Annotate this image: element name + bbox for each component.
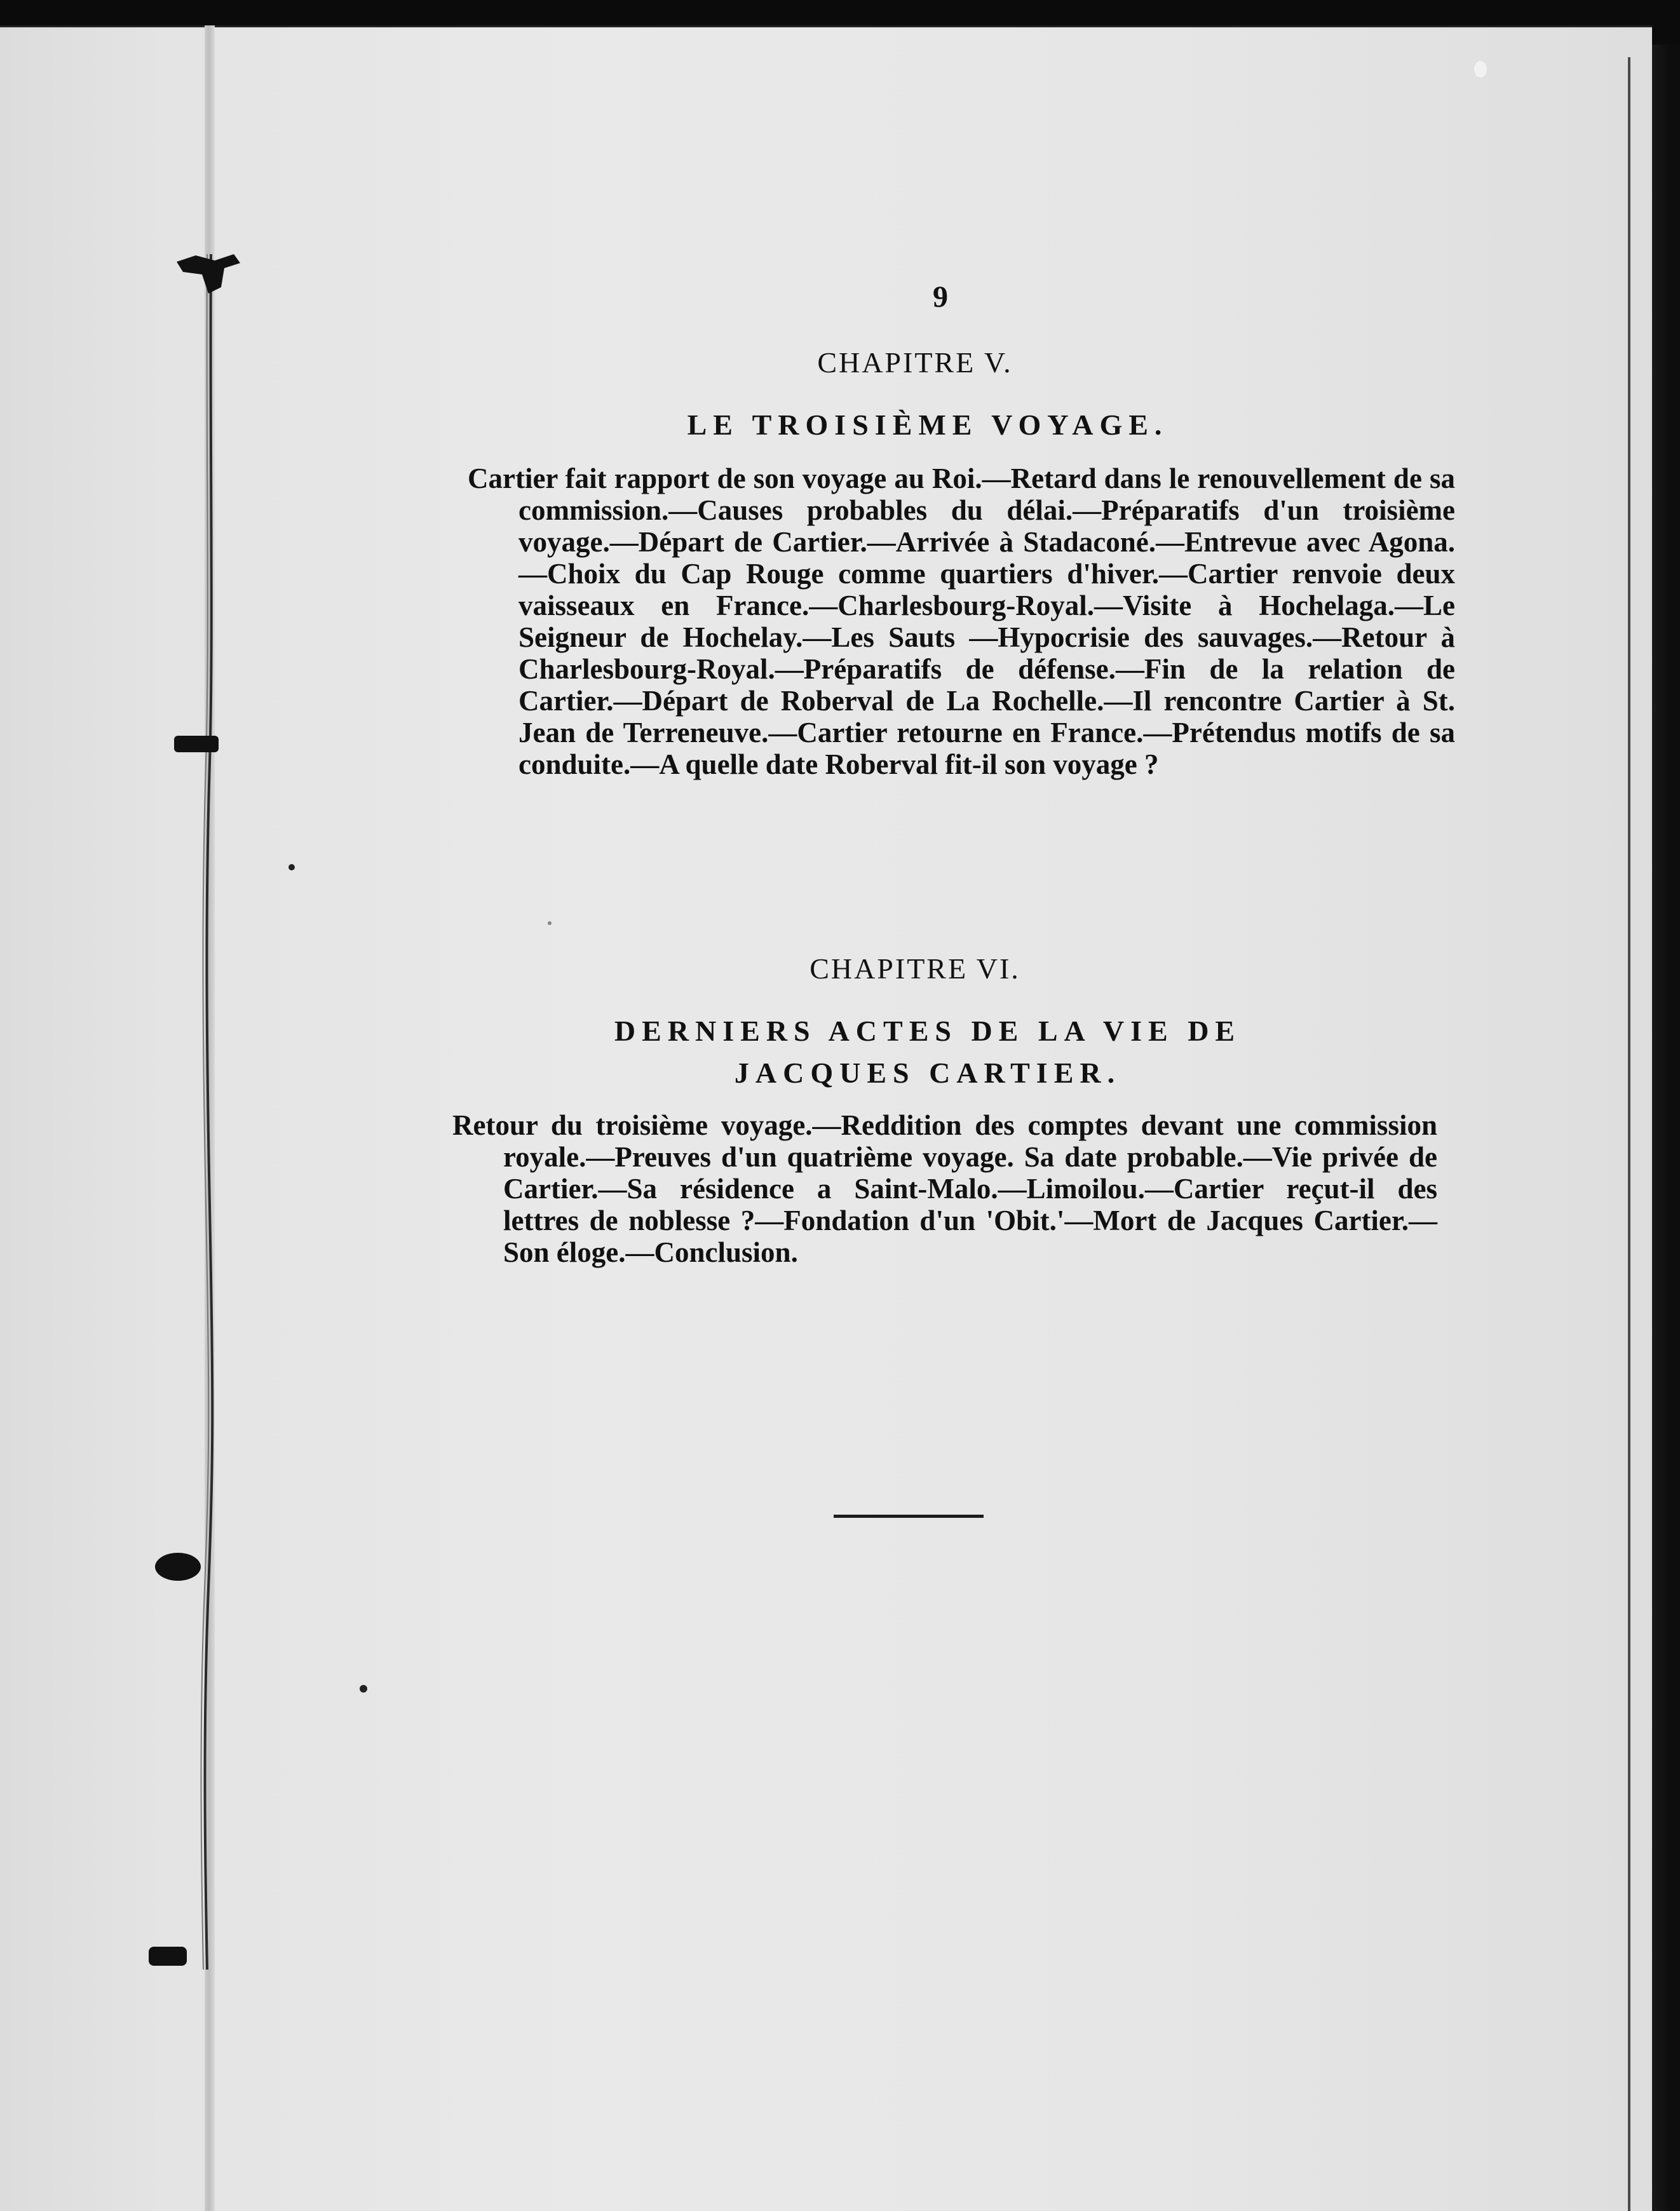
- chapter-v-title: LE TROISIÈME VOYAGE.: [687, 409, 1169, 441]
- chapter-vi-title-line-2: JACQUES CARTIER.: [734, 1057, 1121, 1089]
- page-number: 9: [933, 280, 948, 314]
- chapter-vi-heading: CHAPITRE VI.: [810, 952, 1020, 985]
- chapter-vi-summary: Retour du troisième voyage.—Reddition des comptes devant une commission royale.—Preuves d'un quatrième voyage. Sa date probable.—Vie privée de Cartier.—Sa résidence a Saint-Malo.—Limoilou.—Cartier reçut-il des lettres de noblesse ?—Fondation d'un 'Obit.'—Mort de Jacques Cartier.—Son éloge.—Conclusion.: [452, 1109, 1437, 1268]
- closing-rule: [834, 1515, 984, 1518]
- chapter-v-summary: Cartier fait rapport de son voyage au Roi.—Retard dans le renouvellement de sa commission.—Causes probables du délai.—Préparatifs d'un troisième voyage.—Départ de Cartier.—Arrivée à Stadaconé.—Entrevue avec Agona.—Choix du Cap Rouge comme quartiers d'hiver.—Cartier renvoie deux vaisseaux en France.—Charlesbourg-Royal.—Visite à Hochelaga.—Le Seigneur de Hochelay.—Les Sauts —Hypocrisie des sauvages.—Retour à Charlesbourg-Royal.—Préparatifs de défense.—Fin de la relation de Cartier.—Départ de Roberval de La Rochelle.—Il rencontre Cartier à St. Jean de Terreneuve.—Cartier retourne en France.—Prétendus motifs de sa conduite.—A quelle date Roberval fit-il son voyage ?: [468, 463, 1455, 780]
- chapter-vi-title-line-1: DERNIERS ACTES DE LA VIE DE: [614, 1015, 1242, 1047]
- chapter-v-heading: CHAPITRE V.: [817, 346, 1013, 379]
